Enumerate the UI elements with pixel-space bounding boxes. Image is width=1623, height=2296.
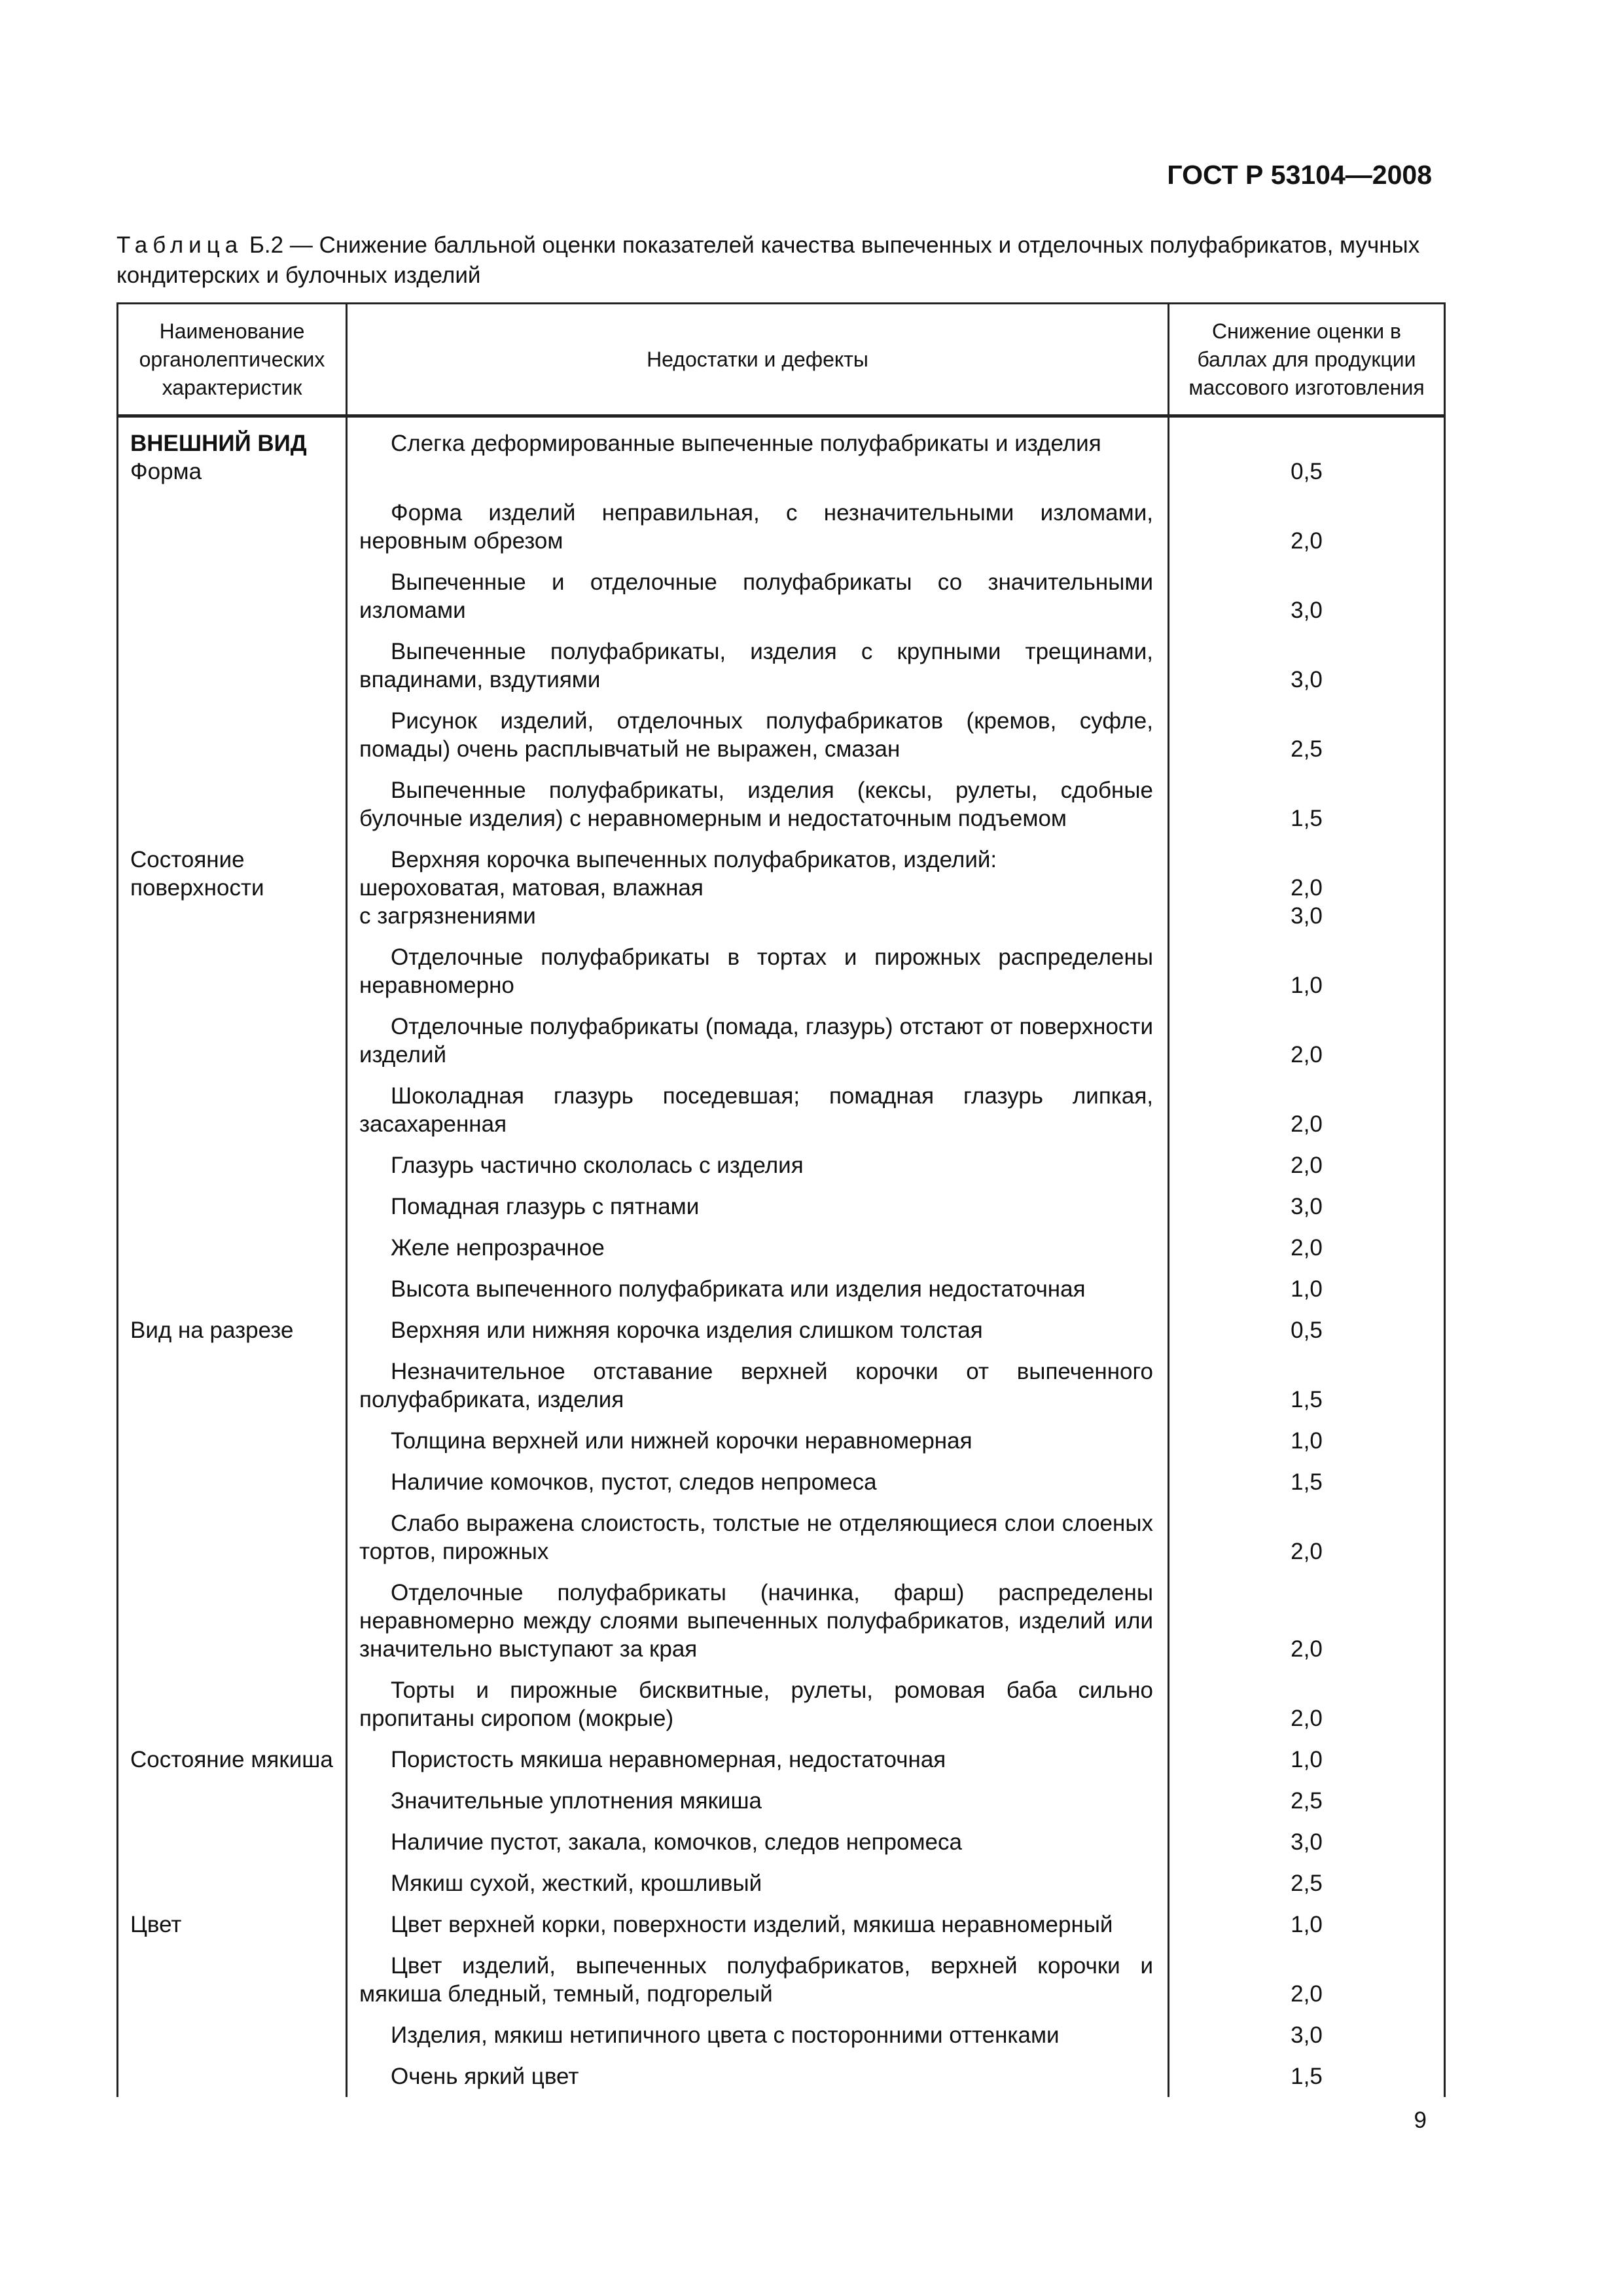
characteristic-cell [118, 1351, 347, 1420]
score-cell [1169, 1462, 1445, 1503]
defect-cell [347, 1904, 1169, 1945]
defect-text: Верхняя или нижняя корочка изделия слишком толстая [391, 1318, 983, 1343]
defect-cell [347, 1006, 1169, 1075]
score-cell [1169, 631, 1445, 700]
score-value: 2,0 [1291, 1153, 1323, 1178]
table-row [118, 1572, 1445, 1670]
table-row [118, 562, 1445, 631]
score-value: 2,0 [1291, 875, 1323, 901]
section-title: ВНЕШНИЙ ВИД [130, 431, 307, 456]
characteristic-name: Состояние поверхности [130, 847, 264, 901]
score-cell [1169, 1572, 1445, 1670]
score-cell [1169, 1670, 1445, 1739]
characteristic-cell [118, 1739, 347, 1780]
defect-cell [347, 1186, 1169, 1227]
defect-text: Отделочные полуфабрикаты в тортах и пирожных распределены неравномерно [359, 944, 1153, 998]
defect-cell [347, 1821, 1169, 1863]
characteristic-cell [118, 1462, 347, 1503]
score-cell [1169, 1006, 1445, 1075]
characteristic-cell [118, 1863, 347, 1904]
document-id: ГОСТ Р 53104—2008 [1167, 160, 1432, 190]
defect-text: Пористость мякиша неравномерная, недостаточная [391, 1747, 946, 1772]
characteristic-cell [118, 1075, 347, 1145]
table-row [118, 1863, 1445, 1904]
page-number: 9 [1414, 2108, 1427, 2133]
defect-cell [347, 1572, 1169, 1670]
defect-cell [347, 839, 1169, 937]
defect-text: Рисунок изделий, отделочных полуфабрикатов (кремов, суфле, помады) очень расплывчатый не выражен, смазан [359, 708, 1153, 762]
characteristic-cell [118, 700, 347, 770]
score-value: 2,5 [1291, 1788, 1323, 1814]
table-row [118, 2015, 1445, 2056]
defect-text: Отделочные полуфабрикаты (начинка, фарш) распределены неравномерно между слоями выпеченных полуфабрикатов, изделий или значительно выступают за края [359, 1580, 1153, 1662]
characteristic-cell [118, 770, 347, 839]
score-cell [1169, 770, 1445, 839]
defect-cell [347, 1739, 1169, 1780]
score-cell [1169, 839, 1445, 937]
table-row [118, 1420, 1445, 1462]
characteristic-cell [118, 937, 347, 1006]
score-value: 1,5 [1291, 1469, 1323, 1495]
defect-subitem: с загрязнениями [359, 903, 536, 929]
score-cell [1169, 1268, 1445, 1310]
score-value: 2,0 [1291, 1042, 1323, 1067]
table-row [118, 937, 1445, 1006]
score-value: 1,5 [1291, 1387, 1323, 1412]
characteristic-cell [118, 1186, 347, 1227]
score-value: 3,0 [1291, 1829, 1323, 1855]
score-cell [1169, 1145, 1445, 1186]
defect-cell [347, 562, 1169, 631]
defect-text: Шоколадная глазурь поседевшая; помадная глазурь липкая, засахаренная [359, 1083, 1153, 1137]
score-value: 2,0 [1291, 1706, 1323, 1731]
defect-text: Незначительное отставание верхней корочки от выпеченного полуфабриката, изделия [359, 1359, 1153, 1412]
defect-text: Выпеченные полуфабрикаты, изделия (кексы, рулеты, сдобные булочные изделия) с неравномерным и недостаточным подъемом [359, 778, 1153, 831]
characteristic-cell [118, 1310, 347, 1351]
characteristic-cell [118, 562, 347, 631]
score-value: 2,0 [1291, 528, 1323, 554]
characteristic-cell [118, 2015, 347, 2056]
defect-text: Выпеченные и отделочные полуфабрикаты со значительными изломами [359, 569, 1153, 623]
defect-cell [347, 492, 1169, 562]
defect-cell [347, 1462, 1169, 1503]
defect-cell [347, 1145, 1169, 1186]
defect-text: Выпеченные полуфабрикаты, изделия с крупными трещинами, впадинами, вздутиями [359, 639, 1153, 692]
table-row [118, 1006, 1445, 1075]
defect-cell [347, 1310, 1169, 1351]
score-cell [1169, 1310, 1445, 1351]
table-caption [116, 230, 1438, 291]
defect-text: Верхняя корочка выпеченных полуфабрикатов, изделий: [391, 847, 997, 872]
characteristic-name: Состояние мякиша [130, 1747, 333, 1772]
defect-cell [347, 1075, 1169, 1145]
characteristic-cell [118, 839, 347, 937]
characteristic-cell [118, 1227, 347, 1268]
characteristic-cell [118, 1945, 347, 2015]
score-value: 3,0 [1291, 598, 1323, 623]
defect-cell [347, 1503, 1169, 1572]
characteristic-name: Форма [130, 459, 202, 484]
table-row [118, 631, 1445, 700]
table-row [118, 1503, 1445, 1572]
table-row [118, 1670, 1445, 1739]
score-value: 1,0 [1291, 1428, 1323, 1454]
characteristic-cell [118, 1821, 347, 1863]
score-cell [1169, 2015, 1445, 2056]
table-row [118, 839, 1445, 937]
score-cell [1169, 1904, 1445, 1945]
table-row [118, 1780, 1445, 1821]
defect-text: Изделия, мякиш нетипичного цвета с посторонними оттенками [391, 2022, 1060, 2048]
table-row [118, 1904, 1445, 1945]
defect-cell [347, 1863, 1169, 1904]
score-value: 1,0 [1291, 1747, 1323, 1772]
table-row [118, 416, 1445, 493]
score-value: 2,0 [1291, 1235, 1323, 1261]
defect-text: Слабо выражена слоистость, толстые не отделяющиеся слои слоеных тортов, пирожных [359, 1511, 1153, 1564]
score-cell [1169, 1863, 1445, 1904]
table-row [118, 770, 1445, 839]
score-cell [1169, 416, 1445, 493]
score-cell [1169, 700, 1445, 770]
characteristic-cell [118, 1145, 347, 1186]
score-value: 1,5 [1291, 806, 1323, 831]
characteristic-cell [118, 1503, 347, 1572]
table-row [118, 1186, 1445, 1227]
score-value: 2,0 [1291, 1539, 1323, 1564]
score-cell [1169, 937, 1445, 1006]
characteristic-cell [118, 1268, 347, 1310]
score-cell [1169, 1227, 1445, 1268]
score-value: 1,0 [1291, 1912, 1323, 1937]
table-row [118, 492, 1445, 562]
table-body [118, 416, 1445, 2098]
defect-cell [347, 2056, 1169, 2097]
defect-text: Наличие пустот, закала, комочков, следов непромеса [391, 1829, 962, 1855]
defect-text: Высота выпеченного полуфабриката или изделия недостаточная [391, 1276, 1086, 1302]
score-cell [1169, 492, 1445, 562]
defect-text: Очень яркий цвет [391, 2064, 579, 2089]
defect-text: Цвет изделий, выпеченных полуфабрикатов, верхней корочки и мякиша бледный, темный, подгорелый [359, 1953, 1153, 2007]
score-cell [1169, 2056, 1445, 2097]
header-score: Снижение оценки в баллах для продукции массового изготовления [1169, 304, 1445, 416]
score-cell [1169, 1739, 1445, 1780]
characteristic-cell [118, 1420, 347, 1462]
characteristic-cell [118, 631, 347, 700]
defect-cell [347, 1351, 1169, 1420]
defect-text: Желе непрозрачное [391, 1235, 605, 1261]
defect-text: Мякиш сухой, жесткий, крошливый [391, 1871, 762, 1896]
table-row [118, 1227, 1445, 1268]
characteristic-cell [118, 1904, 347, 1945]
score-value: 3,0 [1291, 903, 1323, 929]
table-row [118, 1351, 1445, 1420]
score-value: 0,5 [1291, 459, 1323, 484]
defect-cell [347, 2015, 1169, 2056]
defect-text: Толщина верхней или нижней корочки неравномерная [391, 1428, 972, 1454]
table-row [118, 2056, 1445, 2097]
score-cell [1169, 1420, 1445, 1462]
score-value: 3,0 [1291, 667, 1323, 692]
score-value: 1,5 [1291, 2064, 1323, 2089]
score-value: 3,0 [1291, 2022, 1323, 2048]
table-caption-label: Таблица [116, 232, 243, 258]
defect-text: Глазурь частично скололась с изделия [391, 1153, 804, 1178]
defect-text: Торты и пирожные бисквитные, рулеты, ромовая баба сильно пропитаны сиропом (мокрые) [359, 1677, 1153, 1731]
characteristic-cell [118, 492, 347, 562]
defect-cell [347, 937, 1169, 1006]
header-defects: Недостатки и дефекты [347, 304, 1169, 416]
score-value: 2,5 [1291, 1871, 1323, 1896]
defect-text: Форма изделий неправильная, с незначительными изломами, неровным обрезом [359, 500, 1153, 554]
score-value: 3,0 [1291, 1194, 1323, 1219]
defect-cell [347, 1780, 1169, 1821]
score-value: 1,0 [1291, 973, 1323, 998]
score-cell [1169, 1821, 1445, 1863]
defect-cell [347, 1420, 1169, 1462]
characteristic-cell [118, 1780, 347, 1821]
defect-cell [347, 631, 1169, 700]
defect-cell [347, 1945, 1169, 2015]
score-cell [1169, 1780, 1445, 1821]
defect-cell [347, 770, 1169, 839]
defect-cell [347, 1268, 1169, 1310]
characteristic-cell [118, 1670, 347, 1739]
score-value: 2,0 [1291, 1636, 1323, 1662]
defect-text: Помадная глазурь с пятнами [391, 1194, 700, 1219]
table-row [118, 1945, 1445, 2015]
characteristic-cell [118, 1006, 347, 1075]
table-row [118, 1462, 1445, 1503]
characteristic-cell [118, 416, 347, 493]
score-value: 2,5 [1291, 736, 1323, 762]
characteristic-cell [118, 2056, 347, 2097]
characteristic-cell [118, 1572, 347, 1670]
defect-cell [347, 1227, 1169, 1268]
score-value: 2,0 [1291, 1111, 1323, 1137]
defect-cell [347, 700, 1169, 770]
score-value: 2,0 [1291, 1981, 1323, 2007]
characteristic-name: Вид на разрезе [130, 1318, 294, 1343]
defect-text: Слегка деформированные выпеченные полуфабрикаты и изделия [391, 431, 1101, 456]
table-row [118, 1075, 1445, 1145]
defect-cell [347, 1670, 1169, 1739]
table-row [118, 1268, 1445, 1310]
defect-subitem: шероховатая, матовая, влажная [359, 875, 704, 901]
defect-text: Цвет верхней корки, поверхности изделий, мякиша неравномерный [391, 1912, 1113, 1937]
score-cell [1169, 1075, 1445, 1145]
defect-cell [347, 416, 1169, 493]
defect-text: Значительные уплотнения мякиша [391, 1788, 762, 1814]
score-cell [1169, 1351, 1445, 1420]
table-row [118, 700, 1445, 770]
characteristic-name: Цвет [130, 1912, 182, 1937]
score-value: 1,0 [1291, 1276, 1323, 1302]
table-row [118, 1310, 1445, 1351]
score-value: 0,5 [1291, 1318, 1323, 1343]
defect-text: Отделочные полуфабрикаты (помада, глазурь) отстают от поверхности изделий [359, 1014, 1153, 1067]
score-cell [1169, 562, 1445, 631]
table-header-row [118, 304, 1445, 416]
defects-table [116, 302, 1446, 2097]
table-row [118, 1739, 1445, 1780]
table-row [118, 1145, 1445, 1186]
score-cell [1169, 1503, 1445, 1572]
header-characteristics: Наименование органолептических характеристик [118, 304, 347, 416]
table-caption-text: Б.2 — Снижение балльной оценки показателей качества выпеченных и отделочных полуфабрикатов, мучных кондитерских и булочных изделий [116, 232, 1420, 288]
score-cell [1169, 1186, 1445, 1227]
score-cell [1169, 1945, 1445, 2015]
defect-text: Наличие комочков, пустот, следов непромеса [391, 1469, 877, 1495]
table-row [118, 1821, 1445, 1863]
